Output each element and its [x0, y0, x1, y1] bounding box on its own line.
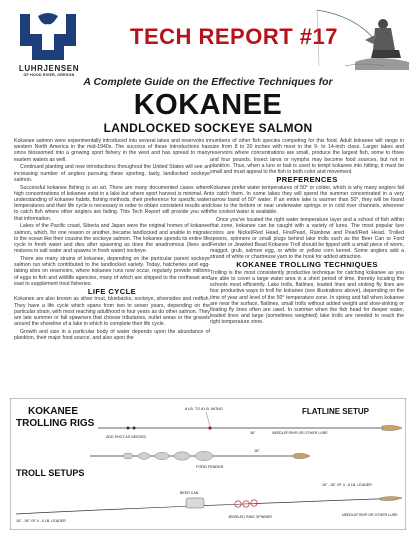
page-subtitle: LANDLOCKED SOCKEYE SALMON	[103, 121, 313, 135]
brand-name-text: LUHRJENSEN	[18, 64, 80, 73]
section-heading-preferences: PREFERENCES	[276, 174, 338, 184]
jeweled-ring-label: JEWELED RING SPINNER	[228, 515, 272, 519]
left-column	[14, 138, 210, 343]
paragraph: Lakes of the Pacific coast, Siberia and Japan were the original homes of kokanee salmon, which, for one reason or another, became landlocked and unable to migrate to the ocean like their cousins the sockeye salmon. The kokanee spends its entire life cycle in fresh water and dies after spawning as does the anadromous (lives and matures in salt water and spawns in fresh water) sockeye.	[14, 223, 210, 255]
rigs-title-line1: KOKANEE	[28, 406, 79, 417]
ford-fender-label: FORD FENDER	[196, 465, 224, 469]
troll-setups-title: TROLL SETUPS	[16, 468, 85, 478]
beer-can-label: BEER CAN	[180, 491, 199, 495]
needlefish-top-label: NEEDLEFISH® OR OTHER LURE	[272, 431, 328, 435]
length-36-label: 36"	[250, 431, 256, 435]
header	[0, 0, 416, 80]
report-title: TECH REPORT #17	[130, 24, 338, 49]
bead-label: 6 LB. TO 8 LB. MONO	[185, 407, 223, 411]
paragraph: There are many strains of kokanee, depending on the particular parent sockeye salmon run which contributed to the landlocked variety. Today, hatcheries and egg-taking sites on reservoirs, where kokanee runs now occur, regularly provide millions of eggs to fish and wildlife agencies, many of which are shipped to the northeast and east to supplement trout fisheries.	[14, 256, 210, 287]
paragraph: Kokanee salmon were experimentally introduced into several lakes and reservoirs in western North America in the mid-1940s. The success of these introductions has since blossomed into a growing sport fishery in the west and has spread to many eastern waters as well.	[14, 138, 210, 163]
paragraph: Kokanee prefer water temperatures of 50° or colder, which is why many anglers fail to catch them. In some lakes they will spend the summer concentrated in a very narrow band of 50° water. If an entire lake is warmer than 50°, they will be found close to the bottom or near underwater springs or in cold river channels, wherever the coolest water is available.	[210, 184, 404, 216]
split-shot-label: ADD SHOT AS NEEDED	[106, 435, 147, 439]
split-shot-icon	[133, 427, 136, 430]
right-column	[210, 138, 404, 327]
length-18-label: 18"	[254, 449, 260, 453]
split-shot-icon	[127, 427, 130, 430]
paragraph: numbers of other fish species competing for this food. Adult kokanee will range in size from 8 to 20 inches with most in the 9- to 14-inch class. Larger lakes and reservoirs where concentrations are small, produce the largest fish, some to three and four pounds. Insect larva or nymphs may become food sources, but not in plankton. Thus, when a lure or bait is used to tempt kokanee into hitting, it must be small and must appeal to the fish in both color and movement.	[210, 138, 404, 176]
leader-left-label: 18" - 36" OF 4 - 6 LB. LEADER	[16, 519, 66, 523]
luhr-jensen-logo	[16, 10, 80, 68]
section-heading-trolling: KOKANEE TROLLING TECHNIQUES	[236, 260, 378, 270]
paragraph: Once you've located the right water temperature layer and a school of fish within that zone, kokanee can be caught with a variety of lures. The most popular lure colors are Nickel/Red Head, Fire/Pearl, Rainbow and Pearl/Red Head. Trolled spoons, spinners or small plugs behind lake trolls such as the Beer Can or Ford Fender or Jeweled Bead Kokanee Troll should be tipped with a small piece of worm, maggot, grub, salmon egg, or white or yellow corn kernel. Some anglers add a strand of white or chartreuse yarn to the hook for added attraction.	[210, 217, 404, 261]
paragraph: Successful kokanee fishing is an art. There are many documented cases where high concentrations of kokanee exist in a lake but where sport harvest is minimal. An understanding of kokanee habits, fishing methods, their preference for specific water temperatures and their life cycle is necessary in order to obtain consistent results and to catch fish where other anglers are failing. This Tech Report will provide you with that information.	[14, 184, 210, 222]
beer-can-icon	[186, 498, 204, 508]
paragraph: Growth and size in a particular body of water depends upon the abundance of plankton, their major food source, and also upon the	[14, 328, 210, 342]
paragraph: Trolling is the most consistently productive technique for catching kokanee as you are able to cover a large water area in a short period of time, thereby locating the schools most efficiently. Lake trolls, flatlines, leaded lines and sinking fly lines are four productive ways to troll for kokanee (see illustrations above), depending on the time of year and level of the 50° temperature zone. In spring and fall when kokanee are near the surface, flatlines, small trolls without added weight and slow-sinking or floating fly lines often are used. In summer when the fish head for deeper water, leaded lines and large (sometimes weighted) lake trolls are needed to reach the right temperature zone.	[210, 269, 404, 326]
leader-right-label: 18" - 36" OF 4 - 6 LB. LEADER	[322, 483, 372, 487]
flatline-setup-title: FLATLINE SETUP	[302, 407, 369, 416]
paragraph: Continued planting and new introductions throughout the United States will see an increasing number of anglers pursuing these sporting, tasty, landlocked sockeye salmon.	[14, 164, 210, 183]
trolling-rigs-diagram	[10, 398, 406, 530]
paragraph: Kokanee are also known as silver trout, bluebacks, sockeye, silversides and redfish. They have a life cycle which spans from two to seven years, depending on the particular strain, with most reaching adulthood in four years as do other salmon. They are late summer or fall spawners that choose tributaries, outlet areas or the gravels around the shoreline of a lake in which to complete their life cycle.	[14, 296, 210, 328]
fisherman-illustration	[315, 6, 411, 72]
needlefish-bottom-label: NEEDLEFISH® OR OTHER LURE	[342, 513, 398, 517]
brand-tagline: OF HOOD RIVER, OREGON	[23, 73, 75, 77]
rigs-title-line2: TROLLING RIGS	[16, 418, 95, 429]
page-title: KOKANEE	[133, 89, 283, 121]
title-kicker: A Complete Guide on the Effective Techniques for	[83, 76, 333, 88]
section-heading-life-cycle: LIFE CYCLE	[87, 286, 137, 296]
bead-icon	[208, 426, 211, 429]
